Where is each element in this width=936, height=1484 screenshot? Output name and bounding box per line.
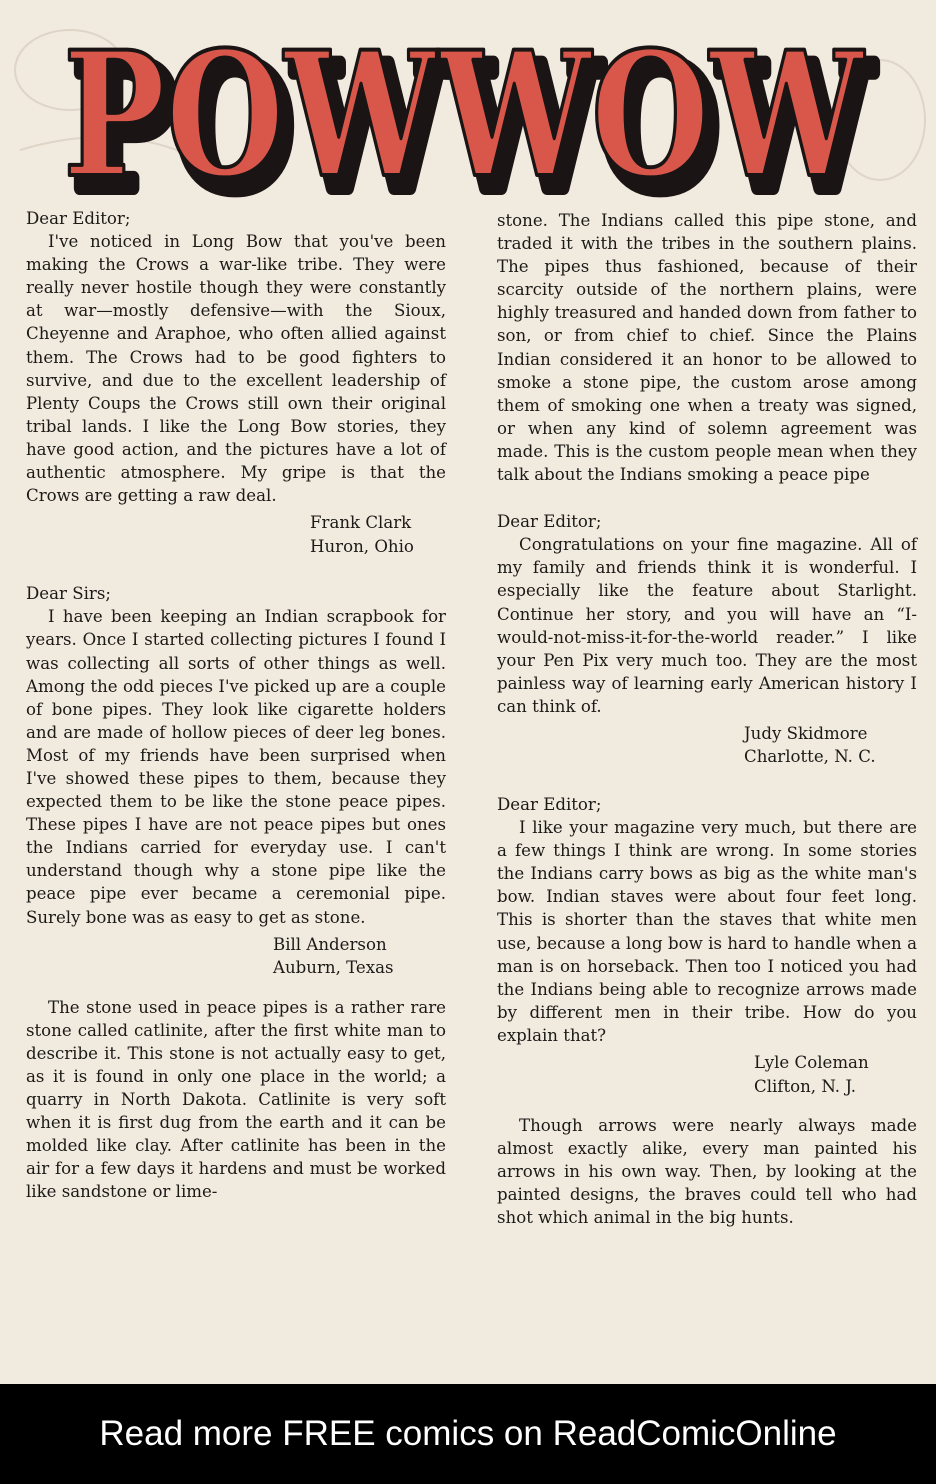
letter-judy-skidmore (497, 510, 917, 769)
editor-reply-pipes-continued (497, 209, 917, 486)
letter-signature (497, 1051, 917, 1098)
letter-signature (497, 722, 917, 769)
letter-signature (26, 933, 446, 980)
reply-text: stone. The Indians called this pipe stone, and traded it with the tribes in the southern plains. The pipes thus fashioned, because of their scarcity outside of the northern plains, were highly treasured and handed down from father to son, or from chief to chief. Since the Plains Indian considered it an honor to be allowed to smoke a stone pipe, the custom arose among them of smoking one when a treaty was signed, or when any kind of solemn agreement was made. This is the custom people mean when they talk about the Indians smoking a peace pipe (497, 211, 917, 485)
letter-salutation: Dear Sirs; (26, 584, 111, 604)
editor-reply-arrows (497, 1114, 917, 1229)
editor-reply-pipes (26, 996, 446, 1204)
powwow-logo (0, 0, 936, 205)
letter-body: I've noticed in Long Bow that you've been making the Crows a war-like tribe. They were really never hostile though they were constantly at war—mostly defensive—with the Sioux, Cheyenne and Araphoe, who often allied against them. The Crows had to be good fighters to survive, and due to the excellent leadership of Plenty Coups the Crows still own their original tribal lands. I like the Long Bow stories, they have good action, and the pictures have a lot of authentic atmosphere. My gripe is that the Crows are getting a raw deal. (26, 232, 446, 506)
signature-location: Huron, Ohio (310, 536, 414, 556)
right-column (497, 209, 917, 1229)
letter-frank-clark (26, 207, 446, 558)
signature-name: Judy Skidmore (744, 723, 868, 743)
signature-name: Lyle Coleman (754, 1053, 869, 1072)
left-column (26, 207, 446, 1203)
promo-footer-link[interactable]: Read more FREE comics on ReadComicOnline (0, 1384, 936, 1484)
letter-body: Congratulations on your fine magazine. All of my family and friends think it is wonderful. I especially like the feature about Starlight. Continue her story, and you will have an “I-would-not-miss-it-for-the-world reader.” I like your Pen Pix very much too. They are the most painless way of learning early American history I can think of. (497, 535, 917, 716)
logo-shadow-text: POWWOW (73, 26, 876, 205)
letter-body: I like your magazine very much, but there are a few things I think are wrong. In some stories the Indians carry bows as big as the white man's bow. Indian staves were about four feet long. This is shorter than the staves that white men use, because a long bow is hard to handle when a man is on horseback. Then too I noticed you had the Indians being able to recognize arrows made by different men in their tribe. How do you explain that? (497, 818, 917, 1045)
letter-signature (26, 511, 446, 558)
letter-bill-anderson (26, 582, 446, 979)
signature-name: Bill Anderson (273, 934, 387, 954)
signature-location: Clifton, N. J. (754, 1076, 856, 1096)
reply-text: Though arrows were nearly always made almost exactly alike, every man painted his arrows in his own way. Then, by looking at the painted designs, the braves could tell who had shot which animal in the big hunts. (497, 1116, 917, 1228)
signature-location: Auburn, Texas (273, 958, 394, 978)
letter-salutation: Dear Editor; (497, 794, 602, 814)
masthead (0, 0, 936, 205)
letter-salutation: Dear Editor; (26, 209, 131, 228)
signature-location: Charlotte, N. C. (744, 747, 876, 767)
reply-text: The stone used in peace pipes is a rather rare stone called catlinite, after the first white man to describe it. This stone is not actually easy to get, as it is found in only one place in the world; a quarry in North Dakota. Catlinite is very soft when it is first dug from the earth and it can be molded like clay. After catlinite has been in the air for a few days it hardens and must be worked like sandstone or lime- (26, 997, 446, 1202)
letter-lyle-coleman (497, 793, 917, 1098)
letter-salutation: Dear Editor; (497, 512, 602, 532)
letter-body: I have been keeping an Indian scrapbook for years. Once I started collecting pictures I found I was collecting all sorts of other things as well. Among the odd pieces I've picked up are a couple of bone pipes. They look like cigarette holders and are made of hollow pieces of deer leg bones. Most of my friends have been surprised when I've showed these pipes to them, because they expected them to be like the stone peace pipes. These pipes I have are not peace pipes but ones the Indians carried for everyday use. I can't understand though why a stone pipe like the peace pipe ever became a ceremonial pipe. Surely bone was as easy to get as stone. (26, 607, 446, 927)
signature-name: Frank Clark (310, 513, 412, 533)
logo-title-text: POWWOW (63, 13, 866, 205)
